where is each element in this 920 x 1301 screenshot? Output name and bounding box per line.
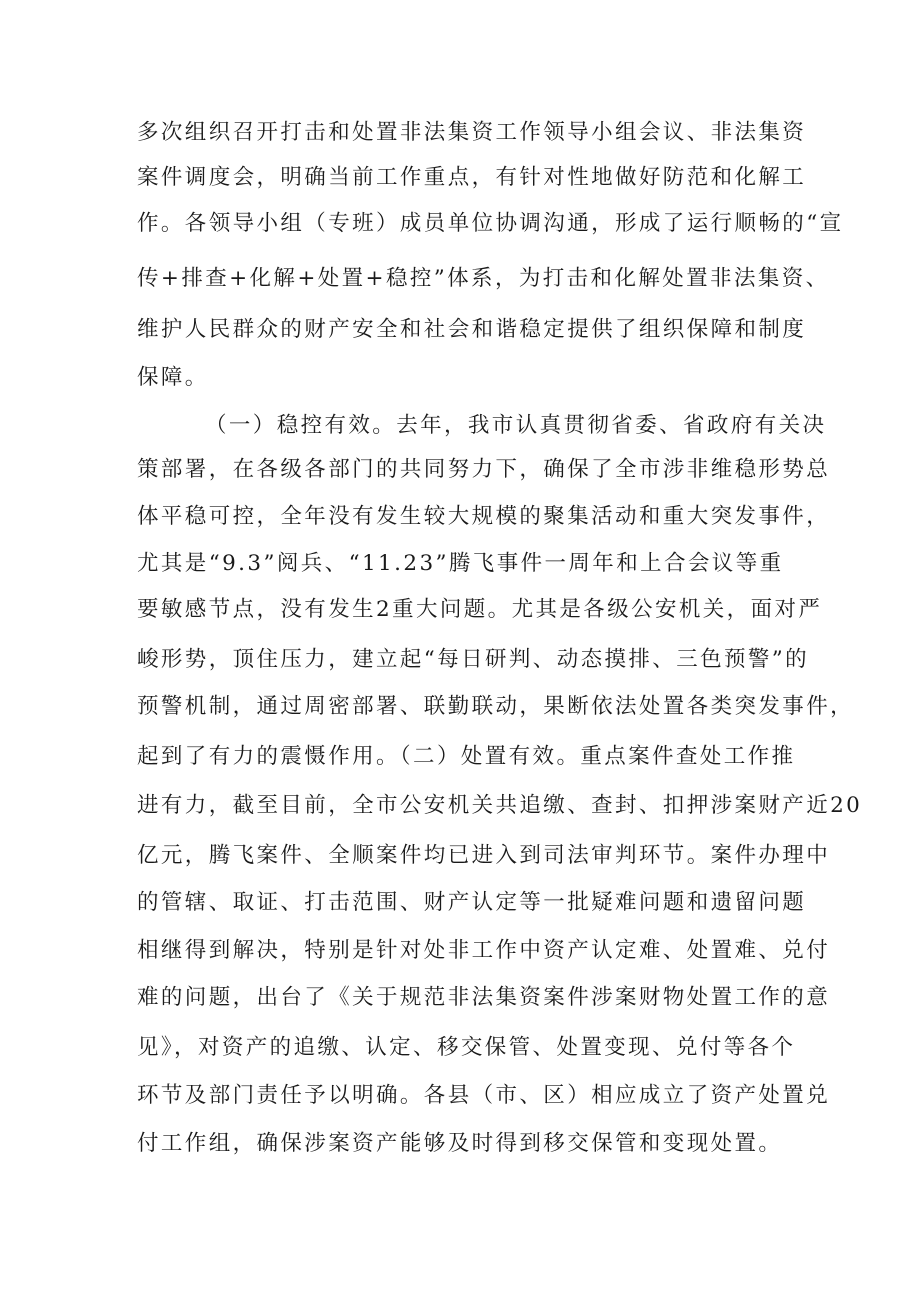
- text-line: 作。各领导小组（专班）成员单位协调沟通，形成了运行顺畅的“宣: [137, 211, 844, 236]
- text-line: 起到了有力的震慑作用。（二）处置有效。重点案件查处工作推: [137, 744, 796, 769]
- text-line: 要敏感节点，没有发生2重大问题。尤其是各级公安机关，面对严: [137, 597, 823, 622]
- text-line: 的管辖、取证、打击范围、财产认定等一批疑难问题和遗留问题: [137, 890, 807, 915]
- text-line: 预警机制，通过周密部署、联勤联动，果断依法处置各类突发事件，: [137, 694, 855, 719]
- text-line: 体平稳可控，全年没有发生较大规模的聚集活动和重大突发事件，: [137, 504, 831, 529]
- text-line: 策部署，在各级各部门的共同努力下，确保了全市涉非维稳形势总: [137, 457, 831, 482]
- text-line: 亿元，腾飞案件、全顺案件均已进入到司法审判环节。案件办理中: [137, 843, 831, 868]
- text-line: 多次组织召开打击和处置非法集资工作领导小组会议、非法集资: [137, 120, 807, 145]
- text-line: 传+排查+化解+处置+稳控”体系，为打击和化解处置非法集资、: [137, 266, 830, 291]
- text-line: 尤其是“9.3”阅兵、“11.23”腾飞事件一周年和上合会议等重: [137, 551, 784, 576]
- text-line: 峻形势，顶住压力，建立起“每日研判、动态摸排、三色预警”的: [137, 647, 810, 672]
- text-line: 难的问题，出台了《关于规范非法集资案件涉案财物处置工作的意: [137, 985, 831, 1010]
- text-line: 维护人民群众的财产安全和社会和谐稳定提供了组织保障和制度: [137, 317, 807, 342]
- text-line: 进有力，截至目前，全市公安机关共追缴、查封、扣押涉案财产近20: [137, 793, 863, 818]
- text-line: 案件调度会，明确当前工作重点，有针对性地做好防范和化解工: [137, 165, 807, 190]
- text-line: 保障。: [137, 365, 209, 390]
- text-line: 见》，对资产的追缴、认定、移交保管、处置变现、兑付等各个: [137, 1035, 796, 1060]
- text-line: 相继得到解决，特别是针对处非工作中资产认定难、处置难、兑付: [137, 938, 831, 963]
- text-line: （一）稳控有效。去年，我市认真贯彻省委、省政府有关决: [205, 413, 827, 438]
- text-line: 付工作组，确保涉案资产能够及时得到移交保管和变现处置。: [137, 1131, 783, 1156]
- text-line: 环节及部门责任予以明确。各县（市、区）相应成立了资产处置兑: [137, 1083, 831, 1108]
